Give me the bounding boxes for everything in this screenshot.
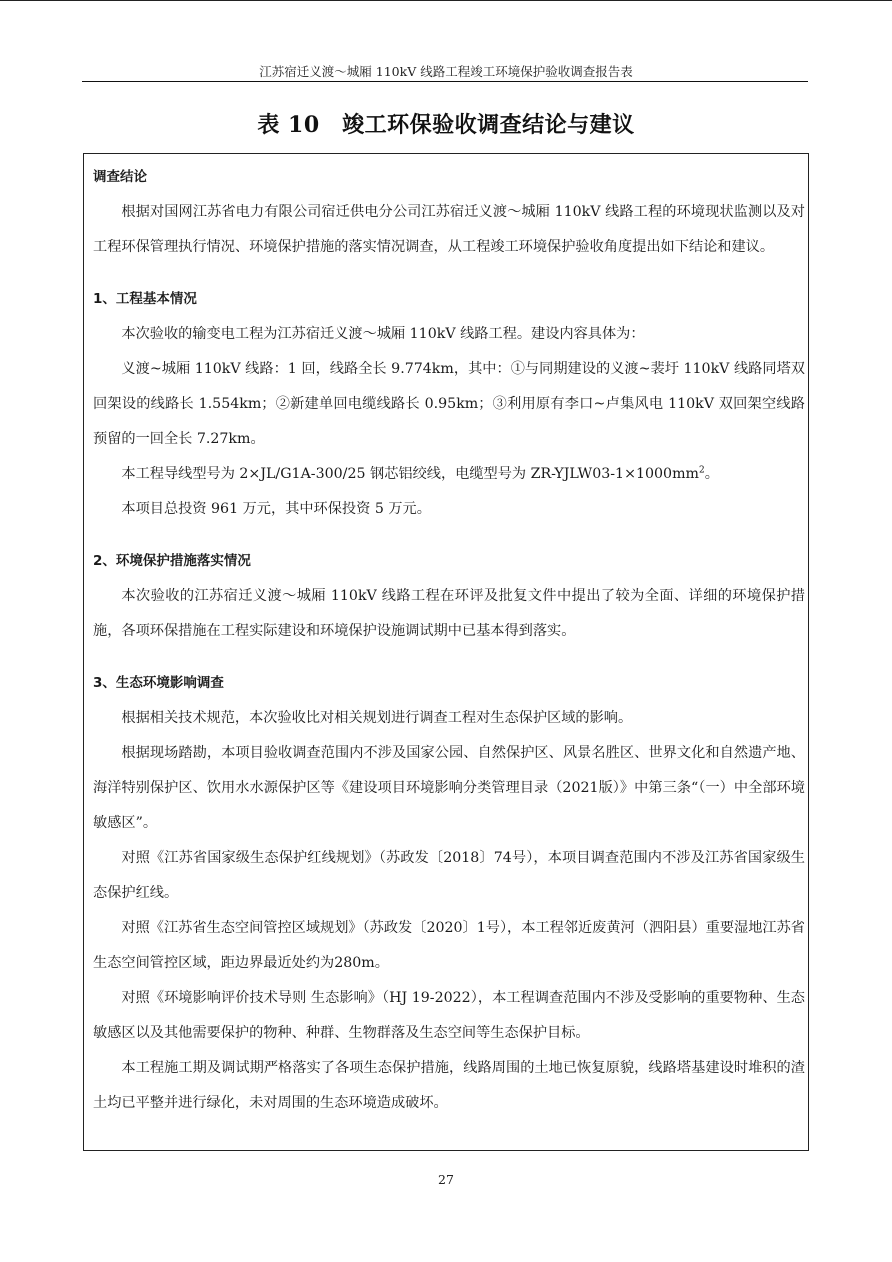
box-content <box>93 160 805 1121</box>
page-number: 27 <box>438 1172 454 1187</box>
heading-env-measures: 2、环境保护措施落实情况 <box>93 553 251 569</box>
table-title: 表 10 竣工环保验收调查结论与建议 <box>257 112 635 138</box>
paragraph: 对照《江苏省国家级生态保护红线规划》（苏政发〔2018〕74号），本项目调查范围内不涉及江苏省国家级生态保护红线。 <box>93 850 805 901</box>
paragraph: 本次验收的输变电工程为江苏宿迁义渡～城厢 110kV 线路工程。建设内容具体为： <box>121 326 645 342</box>
text-run: 本工程导线型号为 2×JL/G1A-300/25 钢芯铝绞线，电缆型号为 ZR-YJLW03-1×1000mm <box>121 466 699 482</box>
top-border <box>0 0 892 1</box>
paragraph: 义渡~城厢 110kV 线路：1 回，线路全长 9.774km，其中：①与同期建设的义渡~裴圩 110kV 线路同塔双回架设的线路长 1.554km；②新建单回电缆线路长 0.95km；③利用原有李口~卢集风电 110kV 双回架空线路预留的一回全长 7.27km。 <box>93 361 805 447</box>
paragraph: 根据相关技术规范，本次验收比对相关规划进行调查工程对生态保护区域的影响。 <box>121 710 633 726</box>
header-rule <box>82 81 808 82</box>
paragraph: 根据现场踏勘，本项目验收调查范围内不涉及国家公园、自然保护区、风景名胜区、世界文化和自然遗产地、海洋特别保护区、饮用水水源保护区等《建设项目环境影响分类管理目录（2021版）》中第三条“（一）中全部环境敏感区”。 <box>93 745 805 831</box>
heading-project-basics: 1、工程基本情况 <box>93 291 197 307</box>
heading-ecology-survey: 3、生态环境影响调查 <box>93 675 224 691</box>
text-run: 。 <box>704 466 719 482</box>
paragraph: 本工程施工期及调试期严格落实了各项生态保护措施，线路周围的土地已恢复原貌，线路塔基建设时堆积的渣土均已平整并进行绿化，未对周围的生态环境造成破坏。 <box>93 1060 805 1111</box>
paragraph: 本项目总投资 961 万元，其中环保投资 5 万元。 <box>121 501 431 517</box>
paragraph: 对照《江苏省生态空间管控区域规划》（苏政发〔2020〕1号），本工程邻近废黄河（泗阳县）重要湿地江苏省生态空间管控区域，距边界最近处约为280m。 <box>93 920 805 971</box>
heading-conclusion: 调查结论 <box>93 169 147 185</box>
paragraph: 对照《环境影响评价技术导则 生态影响》（HJ 19-2022），本工程调查范围内不涉及受影响的重要物种、生态敏感区以及其他需要保护的物种、种群、生物群落及生态空间等生态保护目标。 <box>93 990 805 1041</box>
paragraph: 根据对国网江苏省电力有限公司宿迁供电分公司江苏宿迁义渡～城厢 110kV 线路工程的环境现状监测以及对工程环保管理执行情况、环境保护措施的落实情况调查，从工程竣工环境保护验收角度提出如下结论和建议。 <box>93 204 805 255</box>
paragraph: 本次验收的江苏宿迁义渡～城厢 110kV 线路工程在环评及批复文件中提出了较为全面、详细的环境保护措施，各项环保措施在工程实际建设和环境保护设施调试期中已基本得到落实。 <box>93 588 805 639</box>
page-header: 江苏宿迁义渡～城厢 110kV 线路工程竣工环境保护验收调查报告表 <box>259 64 633 79</box>
paragraph-conductor-model <box>93 457 805 492</box>
conclusion-box <box>83 153 809 1151</box>
superscript: 2 <box>698 465 705 476</box>
